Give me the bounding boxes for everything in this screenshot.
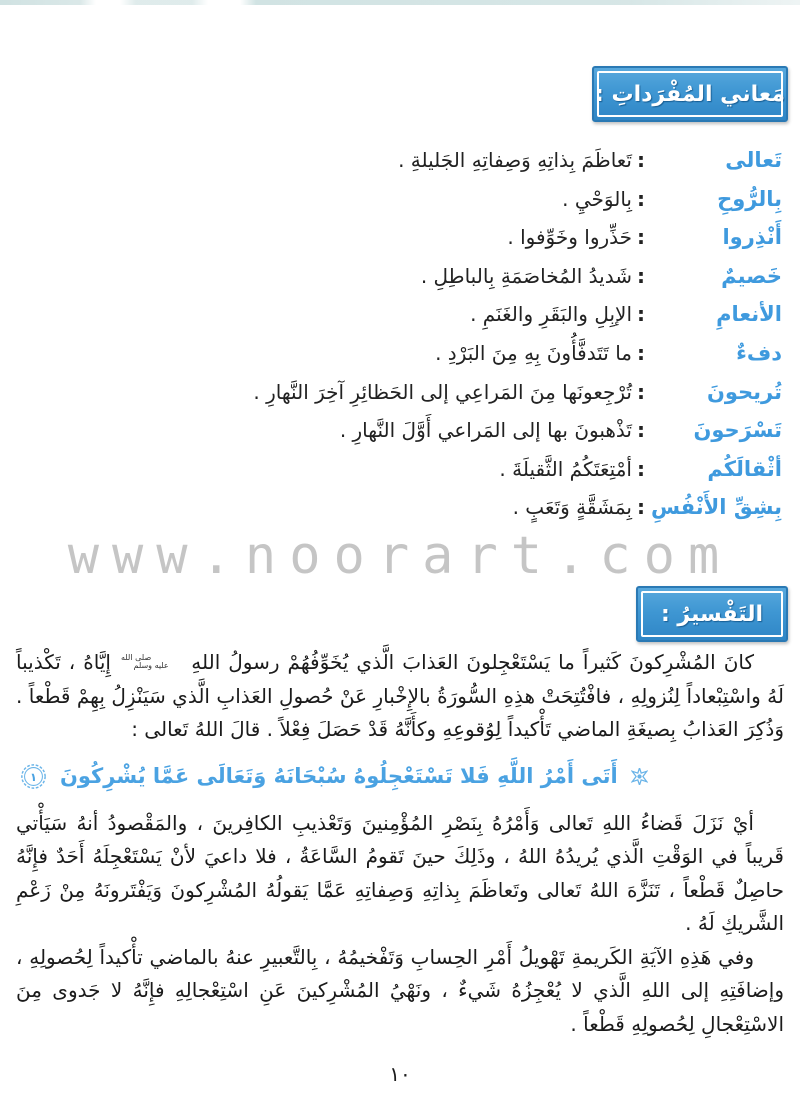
vocab-row <box>18 457 782 496</box>
vocab-row <box>18 148 782 187</box>
vocab-term: أَنْذِروا <box>722 225 782 250</box>
vocab-definition: شَديدُ المُخاصَمَةِ بِالباطِلِ . <box>420 263 632 288</box>
vocab-term: بِالرُّوحِ <box>717 186 782 211</box>
scan-artifact-strip <box>0 0 800 5</box>
tafsir-paragraph-1-continuation: إِيَّاهُ ، تَكْذيباً لَهُ واسْتِبْعاداً لِنُزولِهِ ، فافْتُتِحَتْ هذِهِ السُّورَةُ بالإِخْبارِ عَنْ حُصولِ العَذابِ الَّذي سَيَنْزِلُ بِهِمْ قَطْعاً . وَذُكِرَ العَذابُ بِصيغَةِ الماضي تَأْكيداً لِوُقوعِهِ وكأَنَّهُ قَدْ حَصَلَ فِعْلاً . قالَ اللهُ تَعالى : <box>16 650 784 741</box>
vocab-definition: تَعاظَمَ بِذاتِهِ وَصِفاتِهِ الجَليلةِ . <box>398 148 632 172</box>
vocab-row <box>18 264 782 303</box>
vocab-definition: تُرْجِعونَها مِنَ المَراعِي إلى الحَظائِرِ آخِرَ النَّهارِ . <box>253 379 632 404</box>
tafsir-section-title: التَفْسيرُ : <box>660 601 764 627</box>
vocab-colon: : <box>637 418 645 443</box>
vocab-colon: : <box>637 456 645 481</box>
verse-number: ١ <box>29 770 37 785</box>
vocab-row <box>18 380 782 419</box>
vocab-term: تُريحونَ <box>706 379 782 404</box>
vocab-row <box>18 302 782 341</box>
tafsir-paragraph-3: وفي هَذِهِ الآيَةِ الكَريمةِ تَهْويلُ أَمْرِ الحِسابِ وَتَفْخيمُهُ ، بِالتَّعبيرِ عنهُ بالماضي تأْكيداً لِحُصولِهِ ، وإضافَتِهِ إلى اللهِ الَّذي لا يُعْجِزُهُ شَيءٌ ، ونَهْيُ المُشْرِكينَ عَنِ اسْتِعْجالِهِ فإِنَّهُ لا جَدوى مِنَ الاسْتِعْجالِ لِحُصولِهِ قَطْعاً . <box>16 944 784 1036</box>
vocab-term: تَسْرَحونَ <box>693 418 782 443</box>
quran-verse-line <box>16 753 654 799</box>
vocab-colon: : <box>637 340 645 365</box>
vocab-term: بِشِقِّ الأَنْفُسِ <box>650 495 782 520</box>
vocab-list <box>18 148 782 534</box>
vocab-definition: بِمَشَقَّةٍ وَتَعَبٍ . <box>512 495 632 520</box>
vocab-section-title: مَعاني المُفْرَداتِ : <box>595 81 785 107</box>
vocab-row <box>18 418 782 457</box>
tafsir-paragraph-1-text: كانَ المُشْرِكونَ كَثيراً ما يَسْتَعْجِلونَ العَذابَ الَّذي يُخَوِّفُهُمْ رسولُ اللهِ <box>191 650 755 674</box>
vocab-term: أثْقالَكُم <box>707 456 782 481</box>
quran-verse-text: أَتَى أَمْرُ اللَّهِ فَلا تَسْتَعْجِلُوهُ سُبْحَانَهُ وَتَعَالَى عَمَّا يُشْرِكُونَ <box>59 763 618 788</box>
vocab-term: الأنعامِ <box>716 302 782 327</box>
vocab-colon: : <box>637 225 645 250</box>
verse-end-ornament-icon <box>20 763 47 790</box>
vocab-definition: أمْتِعَتَكُمُ الثَّقيلَةَ . <box>499 456 632 481</box>
vocab-definition: ما تَتَدفَّأُونَ بِهِ مِنَ البَرْدِ . <box>435 340 632 365</box>
vocab-colon: : <box>637 495 645 520</box>
prophet-honorific: صلى الله عليه وسلم <box>120 652 169 670</box>
vocab-row <box>18 341 782 380</box>
vocab-term: تَعالى <box>725 148 782 172</box>
tafsir-paragraph-2: أيْ نَزَلَ قَضاءُ اللهِ تَعالى وَأَمْرُهُ بِنَصْرِ المُؤْمِنينَ وَتَعْذيبِ الكافِرينَ ، والمَقْصودُ أنهُ سَيَأْتي قَريباً في الوَقْتِ الَّذي يُريدُهُ اللهُ ، وذَلِكَ حينَ تَقومُ السَّاعَةُ ، فلا داعيَ لأنْ يَسْتَعْجِلَهُ أَحَدٌ فإِنَّهُ حاصِلٌ قَطْعاً ، تَنَزَّهَ اللهُ تَعالى وتَعاظَمَ بِذاتِهِ وَصِفاتِهِ عَمَّا يَقولُهُ المُشْرِكونَ وَيَفْتَرونَهُ مِنْ زَعْمِ الشَّريكِ لَهُ . <box>16 810 784 935</box>
vocab-row <box>18 187 782 226</box>
noorart-watermark: www.noorart.com <box>67 526 733 586</box>
vocab-colon: : <box>637 263 645 288</box>
tafsir-paragraph-1 <box>16 646 784 747</box>
tafsir-body <box>16 646 784 1041</box>
vocab-term: دفءٌ <box>736 340 782 365</box>
vocab-colon: : <box>637 302 645 327</box>
vocab-definition: حَذِّروا وخَوِّفوا . <box>507 225 632 250</box>
page-number: ١٠ <box>389 1062 411 1086</box>
vocab-row <box>18 225 782 264</box>
vocab-colon: : <box>637 379 645 404</box>
vocab-term: خَصيمٌ <box>721 263 782 288</box>
vocab-row <box>18 495 782 534</box>
vocab-definition: الإبِلِ والبَقَرِ والغَنَمِ . <box>470 302 632 327</box>
vocab-definition: بِالوَحْيِ . <box>562 186 632 211</box>
vocab-colon: : <box>637 186 645 211</box>
verse-start-ornament-icon <box>631 768 648 785</box>
vocab-definition: تَذْهبونَ بها إلى المَراعي أَوَّلَ النَّهارِ . <box>339 418 632 443</box>
vocab-section-header <box>592 66 788 122</box>
tafsir-section-header <box>636 586 788 642</box>
vocab-colon: : <box>637 148 645 172</box>
